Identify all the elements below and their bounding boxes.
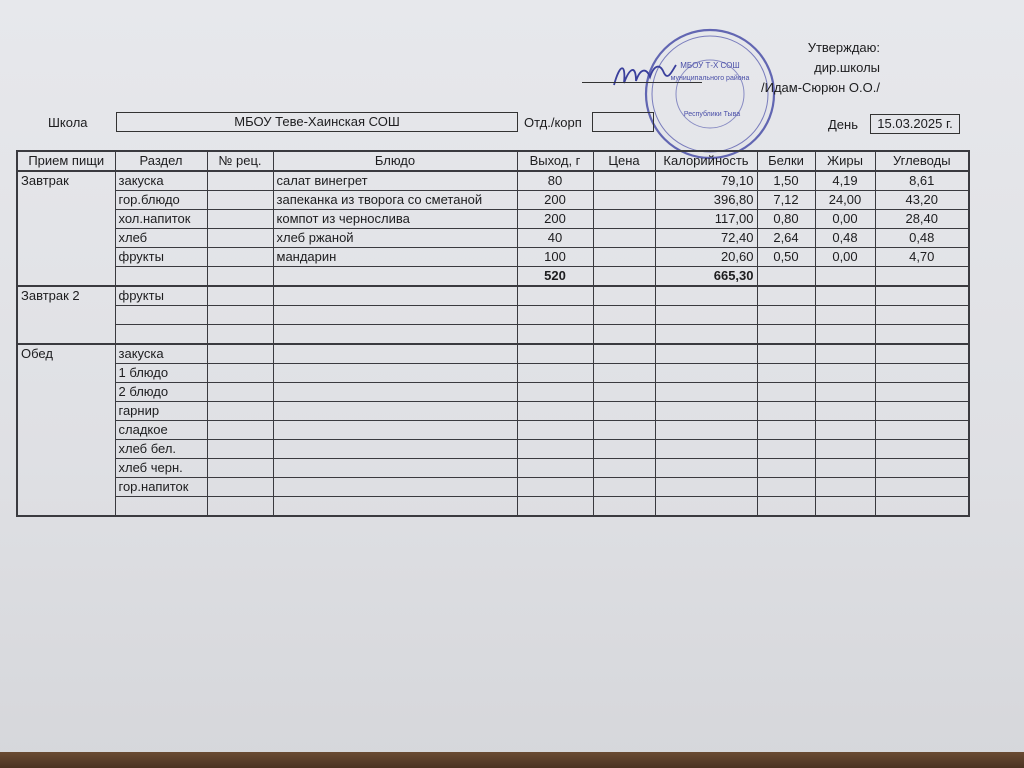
cell-price [593, 459, 655, 478]
cell-price [593, 402, 655, 421]
cell-yield [517, 306, 593, 325]
menu-table [16, 150, 970, 517]
cell-protein [757, 440, 815, 459]
col-header-price: Цена [593, 151, 655, 171]
cell-price [593, 478, 655, 497]
stamp-text-low: Республики Тыва [683, 111, 741, 118]
cell-carbs [875, 459, 969, 478]
table-row [17, 421, 969, 440]
cell-fat [815, 421, 875, 440]
cell-carbs [875, 478, 969, 497]
cell-price [593, 191, 655, 210]
cell-fat: 4,19 [815, 171, 875, 191]
cell-price [593, 421, 655, 440]
cell-yield: 520 [517, 267, 593, 287]
cell-yield [517, 402, 593, 421]
cell-fat [815, 440, 875, 459]
cell-dish [273, 383, 517, 402]
approval-name-line [700, 78, 880, 98]
dept-box [592, 112, 654, 132]
cell-section: закуска [115, 344, 207, 364]
cell-fat [815, 267, 875, 287]
cell-section: хлеб черн. [115, 459, 207, 478]
cell-kcal [655, 459, 757, 478]
stamp-text-top: МБОУ Т-Х СОШ [680, 61, 740, 70]
cell-carbs: 0,48 [875, 229, 969, 248]
cell-dish [273, 421, 517, 440]
col-header-carbs: Углеводы [875, 151, 969, 171]
cell-kcal [655, 421, 757, 440]
table-row [17, 459, 969, 478]
cell-protein [757, 497, 815, 517]
cell-yield: 200 [517, 191, 593, 210]
dept-label: Отд./корп [524, 115, 582, 130]
cell-fat [815, 325, 875, 345]
cell-dish [273, 497, 517, 517]
col-header-meal: Прием пищи [17, 151, 115, 171]
table-row [17, 440, 969, 459]
cell-protein: 0,50 [757, 248, 815, 267]
table-row [17, 229, 969, 248]
cell-carbs [875, 364, 969, 383]
cell-kcal: 396,80 [655, 191, 757, 210]
cell-recipe [207, 171, 273, 191]
cell-yield: 200 [517, 210, 593, 229]
cell-recipe [207, 191, 273, 210]
cell-fat [815, 306, 875, 325]
cell-section: гор.блюдо [115, 191, 207, 210]
table-row [17, 210, 969, 229]
cell-protein [757, 286, 815, 306]
cell-dish: компот из чернослива [273, 210, 517, 229]
cell-yield [517, 459, 593, 478]
cell-fat [815, 402, 875, 421]
cell-dish [273, 344, 517, 364]
cell-recipe [207, 306, 273, 325]
table-row [17, 267, 969, 287]
cell-section: хлеб [115, 229, 207, 248]
cell-price [593, 248, 655, 267]
cell-recipe [207, 383, 273, 402]
cell-price [593, 383, 655, 402]
cell-yield [517, 497, 593, 517]
cell-carbs [875, 421, 969, 440]
cell-kcal [655, 440, 757, 459]
table-row [17, 344, 969, 364]
cell-recipe [207, 210, 273, 229]
cell-price [593, 325, 655, 345]
cell-fat [815, 364, 875, 383]
table-row [17, 248, 969, 267]
stamp-text-mid: муниципального района [670, 75, 750, 82]
col-header-yield: Выход, г [517, 151, 593, 171]
cell-yield: 100 [517, 248, 593, 267]
day-value-box: 15.03.2025 г. [870, 114, 960, 134]
cell-carbs: 43,20 [875, 191, 969, 210]
approval-position: дир.школы [814, 60, 880, 75]
cell-fat: 0,48 [815, 229, 875, 248]
approval-title: Утверждаю: [807, 40, 880, 55]
cell-protein [757, 478, 815, 497]
cell-recipe [207, 325, 273, 345]
table-header-row [17, 151, 969, 171]
cell-yield [517, 286, 593, 306]
table-row [17, 478, 969, 497]
cell-section: 2 блюдо [115, 383, 207, 402]
cell-section [115, 267, 207, 287]
cell-section: хол.напиток [115, 210, 207, 229]
cell-dish [273, 267, 517, 287]
approval-name: /Идам-Сюрюн О.О./ [760, 80, 880, 95]
cell-carbs [875, 306, 969, 325]
cell-protein [757, 421, 815, 440]
cell-price [593, 286, 655, 306]
table-row [17, 171, 969, 191]
signature-line [582, 82, 702, 83]
cell-protein: 0,80 [757, 210, 815, 229]
cell-protein: 1,50 [757, 171, 815, 191]
cell-price [593, 440, 655, 459]
cell-meal: Завтрак 2 [17, 286, 115, 344]
cell-kcal: 72,40 [655, 229, 757, 248]
cell-section: закуска [115, 171, 207, 191]
cell-section: хлеб бел. [115, 440, 207, 459]
day-label: День [828, 117, 858, 132]
cell-dish [273, 459, 517, 478]
cell-protein [757, 459, 815, 478]
cell-recipe [207, 267, 273, 287]
cell-meal: Обед [17, 344, 115, 516]
cell-section [115, 325, 207, 345]
cell-yield [517, 440, 593, 459]
approval-block [700, 38, 880, 98]
cell-dish: хлеб ржаной [273, 229, 517, 248]
cell-section: фрукты [115, 248, 207, 267]
cell-yield [517, 344, 593, 364]
col-header-fat: Жиры [815, 151, 875, 171]
cell-kcal: 20,60 [655, 248, 757, 267]
menu-table-body [17, 171, 969, 516]
cell-dish [273, 402, 517, 421]
table-row [17, 383, 969, 402]
cell-section [115, 306, 207, 325]
cell-price [593, 344, 655, 364]
wooden-surface [0, 752, 1024, 768]
cell-recipe [207, 364, 273, 383]
cell-price [593, 306, 655, 325]
cell-carbs [875, 267, 969, 287]
table-row [17, 325, 969, 345]
cell-fat: 24,00 [815, 191, 875, 210]
cell-protein [757, 344, 815, 364]
cell-dish [273, 364, 517, 383]
cell-recipe [207, 459, 273, 478]
col-header-section: Раздел [115, 151, 207, 171]
cell-yield [517, 478, 593, 497]
cell-section: гарнир [115, 402, 207, 421]
cell-kcal [655, 286, 757, 306]
cell-recipe [207, 402, 273, 421]
cell-section: 1 блюдо [115, 364, 207, 383]
cell-carbs [875, 344, 969, 364]
cell-yield [517, 364, 593, 383]
cell-section: фрукты [115, 286, 207, 306]
cell-carbs [875, 440, 969, 459]
cell-dish [273, 325, 517, 345]
cell-kcal [655, 402, 757, 421]
col-header-dish: Блюдо [273, 151, 517, 171]
cell-protein [757, 325, 815, 345]
table-row [17, 402, 969, 421]
cell-dish: салат винегрет [273, 171, 517, 191]
cell-yield [517, 421, 593, 440]
cell-recipe [207, 478, 273, 497]
cell-kcal: 665,30 [655, 267, 757, 287]
cell-recipe [207, 229, 273, 248]
cell-fat: 0,00 [815, 248, 875, 267]
cell-kcal [655, 478, 757, 497]
cell-fat [815, 478, 875, 497]
cell-price [593, 364, 655, 383]
cell-fat [815, 497, 875, 517]
cell-price [593, 229, 655, 248]
cell-dish: запеканка из творога со сметаной [273, 191, 517, 210]
cell-section [115, 497, 207, 517]
cell-meal: Завтрак [17, 171, 115, 286]
cell-fat: 0,00 [815, 210, 875, 229]
cell-dish [273, 306, 517, 325]
cell-protein [757, 267, 815, 287]
cell-carbs: 4,70 [875, 248, 969, 267]
cell-carbs [875, 286, 969, 306]
cell-dish [273, 440, 517, 459]
cell-yield [517, 383, 593, 402]
table-row [17, 286, 969, 306]
cell-yield: 40 [517, 229, 593, 248]
cell-kcal [655, 364, 757, 383]
cell-protein [757, 402, 815, 421]
cell-kcal [655, 306, 757, 325]
col-header-recipe: № рец. [207, 151, 273, 171]
cell-recipe [207, 344, 273, 364]
cell-fat [815, 344, 875, 364]
cell-kcal [655, 344, 757, 364]
cell-recipe [207, 497, 273, 517]
cell-recipe [207, 286, 273, 306]
school-name-box: МБОУ Теве-Хаинская СОШ [116, 112, 518, 132]
cell-yield [517, 325, 593, 345]
cell-kcal: 117,00 [655, 210, 757, 229]
cell-price [593, 497, 655, 517]
cell-dish [273, 478, 517, 497]
cell-fat [815, 286, 875, 306]
cell-carbs [875, 497, 969, 517]
cell-recipe [207, 421, 273, 440]
cell-carbs [875, 402, 969, 421]
cell-carbs: 8,61 [875, 171, 969, 191]
cell-kcal [655, 497, 757, 517]
table-row [17, 364, 969, 383]
cell-kcal [655, 383, 757, 402]
cell-kcal: 79,10 [655, 171, 757, 191]
cell-recipe [207, 248, 273, 267]
cell-carbs: 28,40 [875, 210, 969, 229]
col-header-kcal: Калорийность [655, 151, 757, 171]
cell-carbs [875, 325, 969, 345]
cell-price [593, 210, 655, 229]
cell-price [593, 267, 655, 287]
cell-carbs [875, 383, 969, 402]
cell-protein [757, 364, 815, 383]
cell-kcal [655, 325, 757, 345]
cell-yield: 80 [517, 171, 593, 191]
table-row [17, 306, 969, 325]
cell-dish: мандарин [273, 248, 517, 267]
cell-section: сладкое [115, 421, 207, 440]
cell-fat [815, 459, 875, 478]
cell-fat [815, 383, 875, 402]
cell-protein [757, 383, 815, 402]
cell-protein [757, 306, 815, 325]
cell-recipe [207, 440, 273, 459]
table-row [17, 191, 969, 210]
table-row [17, 497, 969, 517]
cell-protein: 2,64 [757, 229, 815, 248]
cell-dish [273, 286, 517, 306]
school-label: Школа [48, 115, 88, 130]
cell-protein: 7,12 [757, 191, 815, 210]
col-header-protein: Белки [757, 151, 815, 171]
cell-price [593, 171, 655, 191]
cell-section: гор.напиток [115, 478, 207, 497]
